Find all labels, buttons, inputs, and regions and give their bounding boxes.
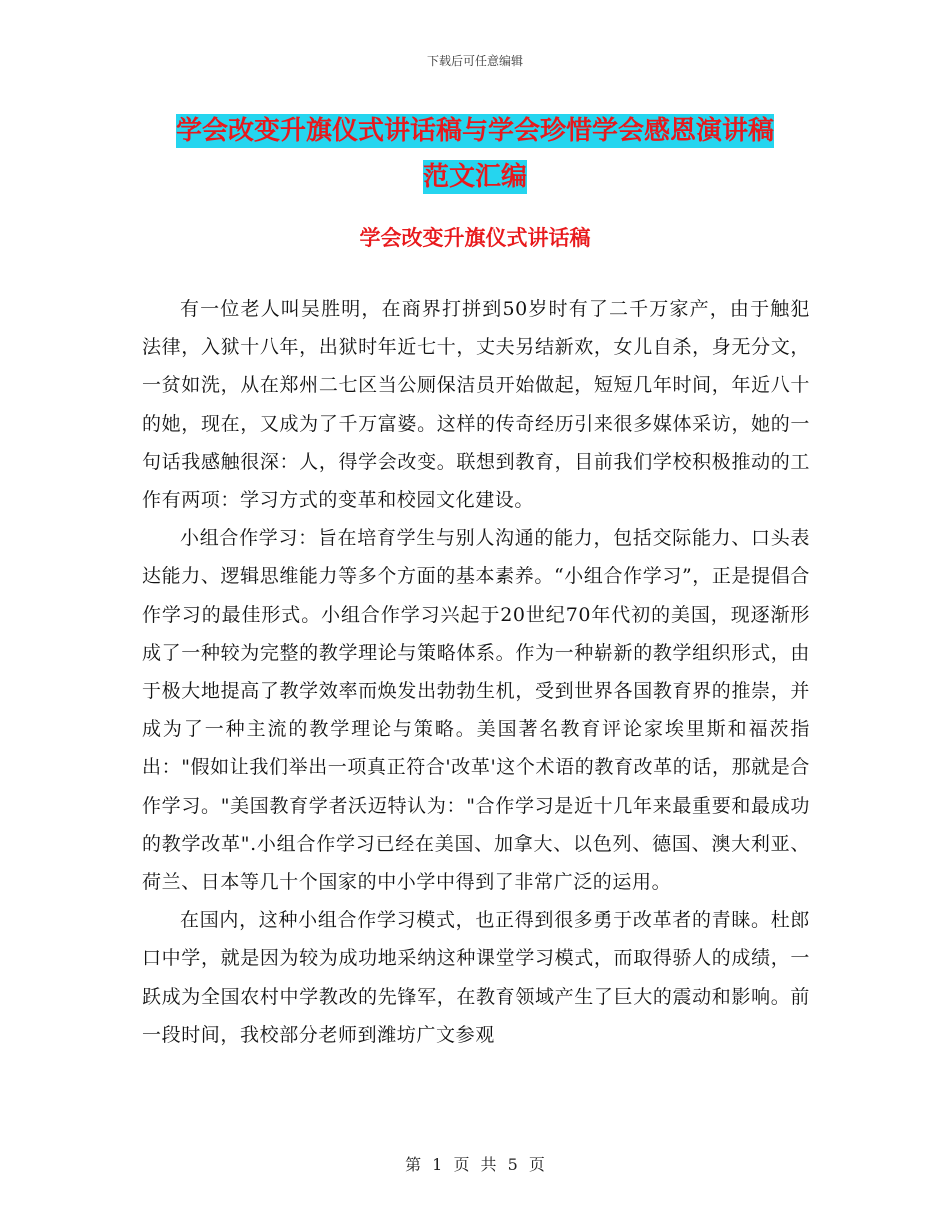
document-title-line-1: 学会改变升旗仪式讲话稿与学会珍惜学会感恩演讲稿	[175, 116, 774, 146]
page-header-note: 下载后可任意编辑	[426, 54, 523, 68]
document-title-line-2: 范文汇编	[422, 162, 527, 192]
section-title: 学会改变升旗仪式讲话稿	[359, 226, 591, 250]
document-title	[145, 108, 805, 200]
paragraph-1: 有一位老人叫吴胜明，在商界打拼到50岁时有了二千万家产，由于触犯法律，入狱十八年，出狱时年近七十，丈夫另结新欢，女儿自杀，身无分文，一贫如洗，从在郑州二七区当公厕保洁员开始做起，短短几年时间，年近八十的她，现在，又成为了千万富婆。这样的传奇经历引来很多媒体采访，她的一句话我感触很深：人，得学会改变。联想到教育，目前我们学校积极推动的工作有两项：学习方式的变革和校园文化建设。	[142, 298, 810, 512]
paragraph-2: 小组合作学习：旨在培育学生与别人沟通的能力，包括交际能力、口头表达能力、逻辑思维能力等多个方面的基本素养。“小组合作学习”，正是提倡合作学习的最佳形式。小组合作学习兴起于20世纪70年代初的美国，现逐渐形成了一种较为完整的教学理论与策略体系。作为一种崭新的教学组织形式，由于极大地提高了教学效率而焕发出勃勃生机，受到世界各国教育界的推崇，并成为了一种主流的教学理论与策略。美国著名教育评论家埃里斯和福茨指出："假如让我们举出一项真正符合'改革'这个术语的教育改革的话，那就是合作学习。"美国教育学者沃迈特认为："合作学习是近十几年来最重要和最成功的教学改革".小组合作学习已经在美国、加拿大、以色列、德国、澳大利亚、荷兰、日本等几十个国家的中小学中得到了非常广泛的运用。	[142, 527, 810, 894]
document-body	[142, 290, 810, 1054]
page-number: 第 1 页 共 5 页	[405, 1155, 545, 1174]
paragraph-3: 在国内，这种小组合作学习模式，也正得到很多勇于改革者的青睐。杜郎口中学，就是因为较为成功地采纳这种课堂学习模式，而取得骄人的成绩，一跃成为全国农村中学教改的先锋军，在教育领域产生了巨大的震动和影响。前一段时间，我校部分老师到潍坊广文参观	[142, 909, 810, 1046]
